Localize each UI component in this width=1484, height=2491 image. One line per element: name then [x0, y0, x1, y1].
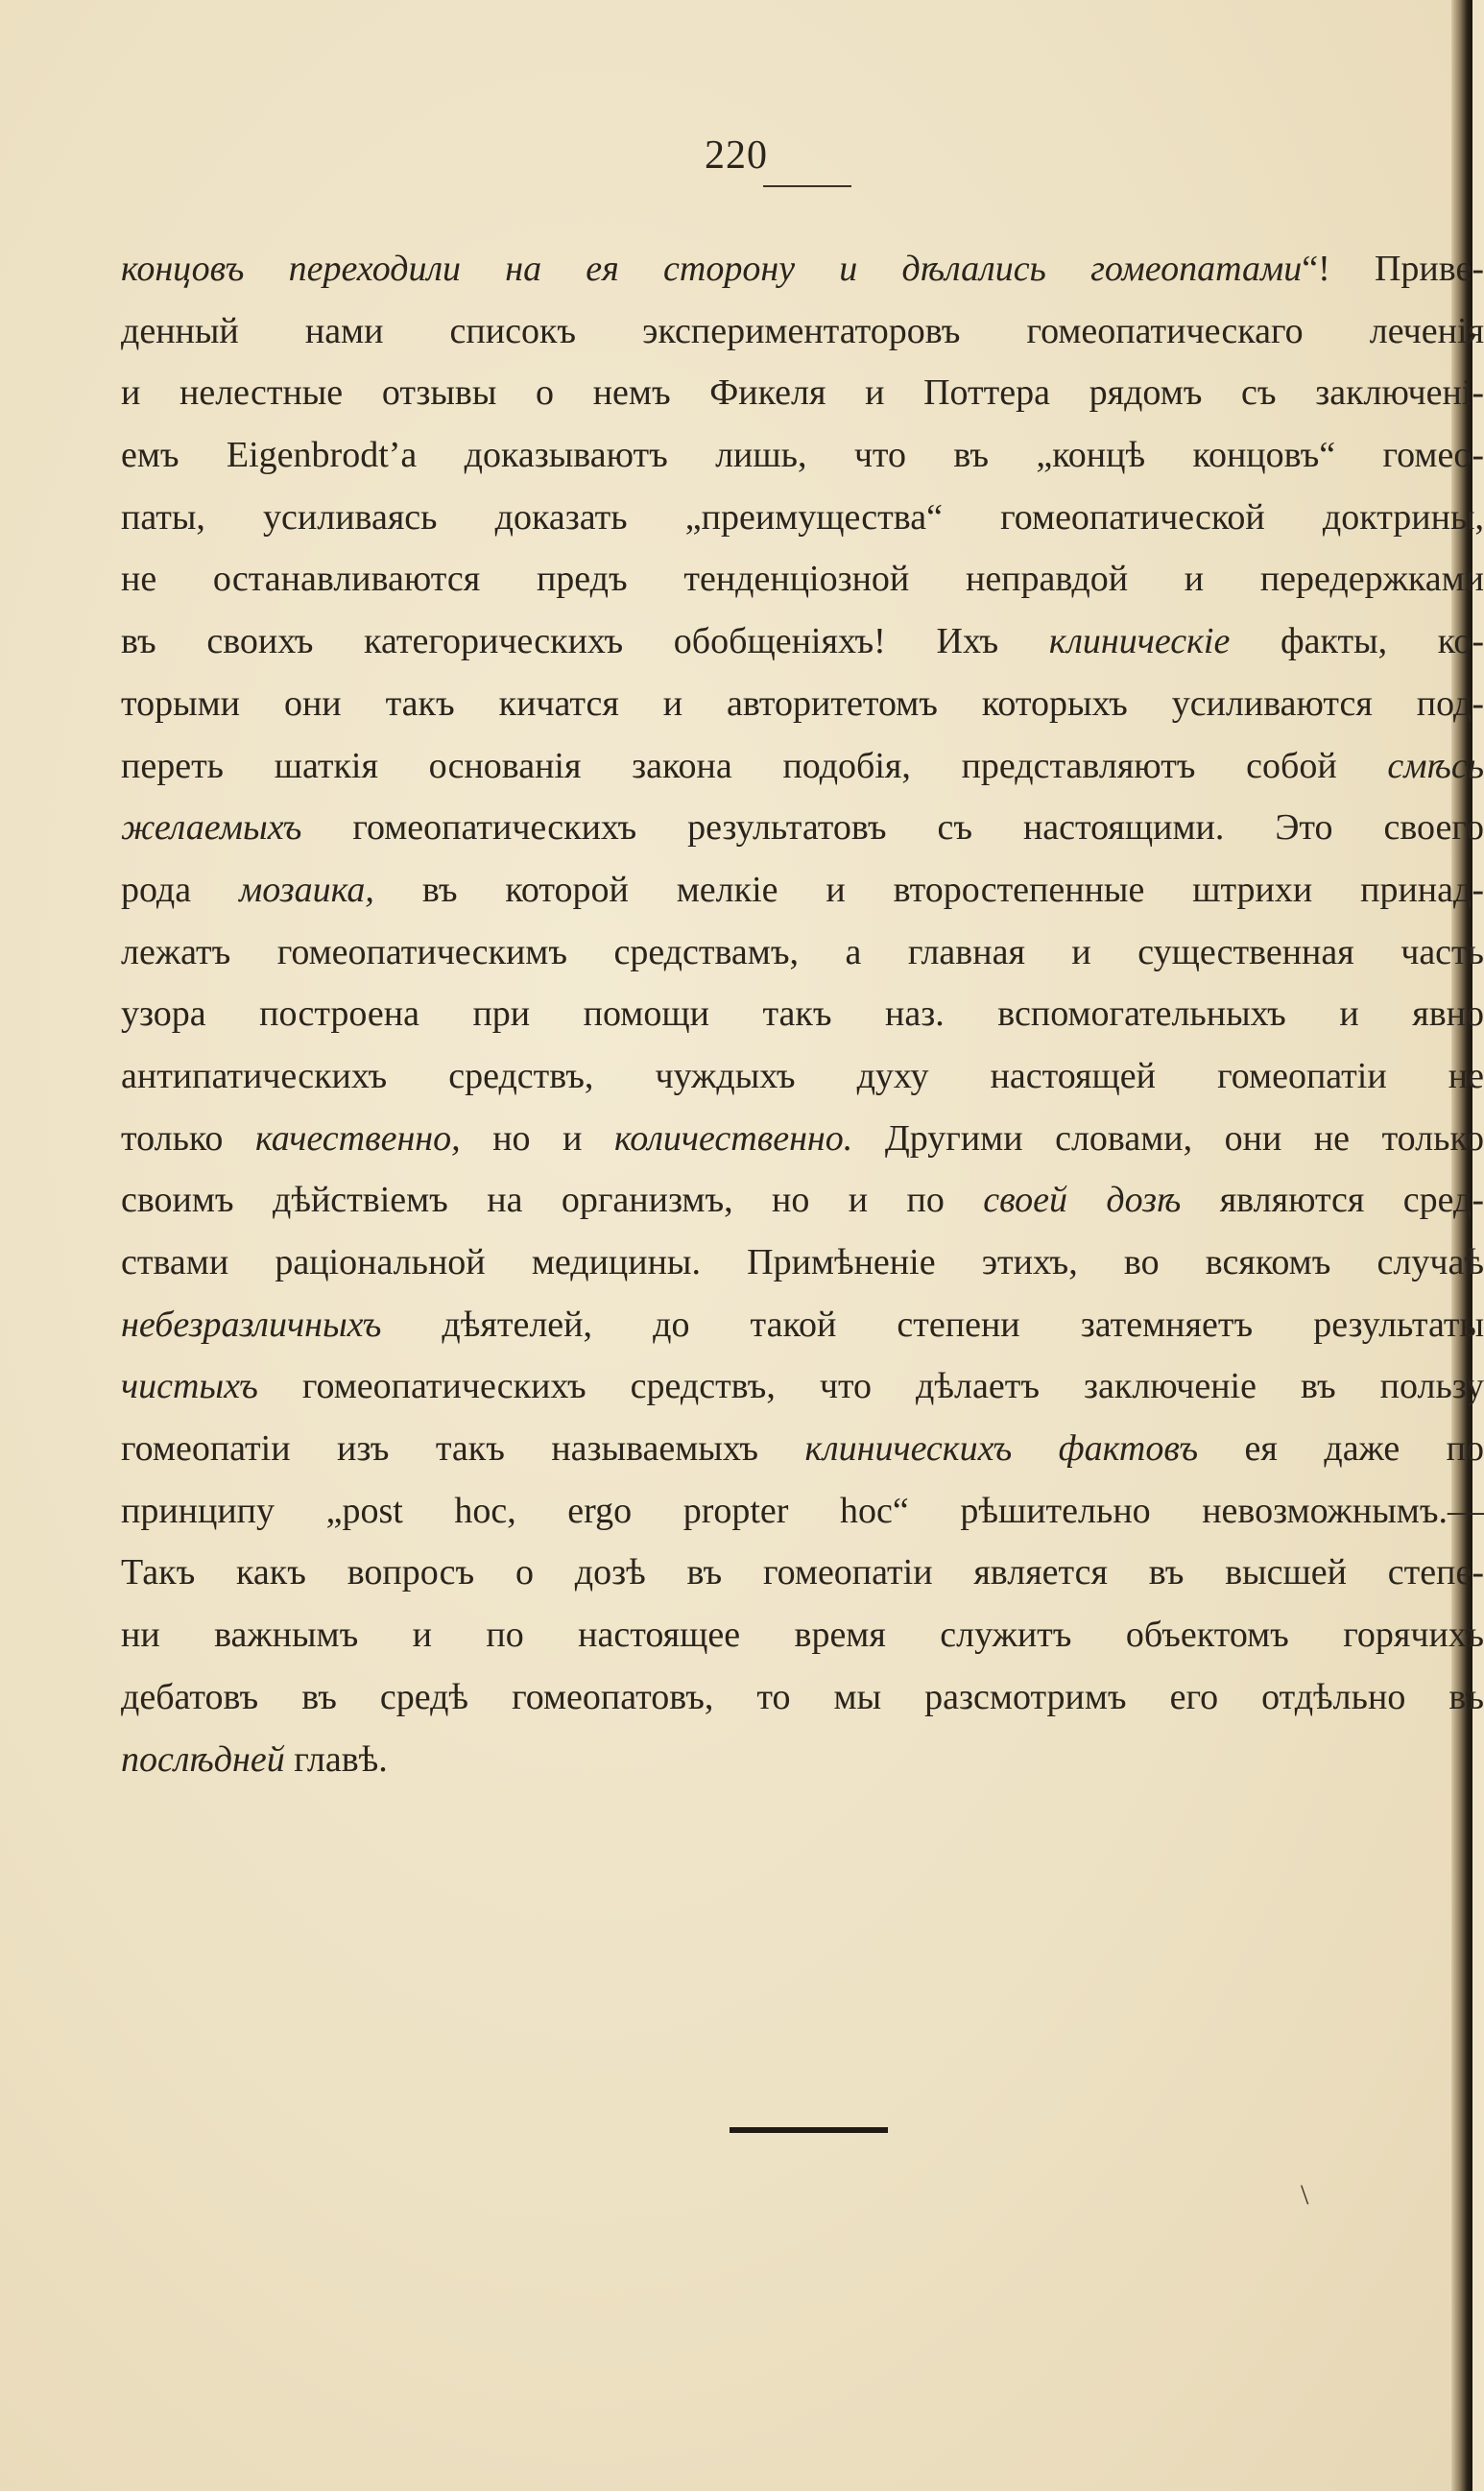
text-segment: только: [121, 1117, 255, 1159]
text-line: [121, 1480, 1484, 1543]
italic-text: чистыхъ: [121, 1366, 258, 1407]
text-line: [121, 548, 1484, 611]
text-segment: гомеопатическихъ результатовъ съ настоящими. Это своего: [301, 807, 1484, 849]
text-line: [121, 1294, 1484, 1356]
text-segment: Другими словами, они не только: [852, 1117, 1484, 1159]
page-number-underline: [763, 185, 851, 187]
italic-text: смѣсь: [1387, 745, 1484, 786]
text-line: [121, 424, 1484, 487]
text-segment: узора построена при помощи такъ наз. вспомогательныхъ и явно: [121, 994, 1484, 1035]
text-line: [121, 673, 1484, 735]
text-segment: не останавливаются предъ тенденціозной неправдой и передержками: [121, 559, 1484, 600]
text-segment: принципу „post hoc, ergo propter hoc“ рѣшительно невозможнымъ.—: [121, 1490, 1484, 1531]
text-line: [121, 1169, 1484, 1232]
text-segment: дебатовъ въ средѣ гомеопатовъ, то мы разсмотримъ его отдѣльно въ: [121, 1676, 1484, 1717]
text-line: [121, 362, 1484, 424]
text-segment: главѣ.: [284, 1738, 388, 1780]
text-segment: но и: [460, 1117, 614, 1159]
italic-text: мозаика,: [239, 869, 374, 910]
text-segment: паты, усиливаясь доказать „преимущества“ гомеопатической доктрины,: [121, 496, 1484, 538]
text-line: [121, 611, 1484, 673]
italic-text: клиническихъ фактовъ: [804, 1428, 1199, 1470]
italic-text: концовъ переходили на ея сторону и дѣлались гомеопатами: [121, 249, 1303, 289]
text-segment: гомеопатическихъ средствъ, что дѣлаетъ заключеніе въ пользу: [257, 1366, 1484, 1407]
text-line: [121, 1045, 1484, 1108]
text-segment: ея даже по: [1198, 1428, 1484, 1470]
text-segment: денный нами списокъ экспериментаторовъ гомеопатическаго леченія: [121, 310, 1484, 351]
text-line: [121, 1604, 1484, 1666]
text-segment: торыми они такъ кичатся и авторитетомъ которыхъ усиливаются под-: [121, 683, 1484, 724]
text-segment: ствами раціональной медицины. Примѣненіе этихъ, во всякомъ случаѣ: [121, 1242, 1484, 1282]
italic-text: небезразличныхъ: [121, 1304, 382, 1345]
italic-text: послѣдней: [121, 1738, 285, 1780]
text-segment: гомеопатіи изъ такъ называемыхъ: [121, 1428, 805, 1470]
text-line: [121, 797, 1484, 859]
text-segment: Такъ какъ вопросъ о дозѣ въ гомеопатіи является въ высшей степе-: [121, 1552, 1484, 1593]
italic-text: количественно.: [613, 1117, 853, 1159]
text-line: [121, 859, 1484, 922]
text-line: [121, 983, 1484, 1045]
text-segment: своимъ дѣйствіемъ на организмъ, но и по: [121, 1180, 984, 1221]
page-number: 220: [705, 133, 768, 178]
text-segment: факты, ко-: [1230, 621, 1484, 662]
end-of-text-rule: [730, 2127, 888, 2133]
text-segment: дѣятелей, до такой степени затемняетъ результаты: [381, 1304, 1484, 1345]
text-segment: въ которой мелкіе и второстепенные штрихи принад-: [373, 869, 1484, 910]
body-text: [121, 238, 1484, 1790]
text-line: [121, 1418, 1484, 1480]
text-segment: лежатъ гомеопатическимъ средствамъ, а главная и существенная часть: [121, 931, 1484, 972]
text-line: [121, 238, 1484, 300]
text-line: [121, 735, 1484, 798]
italic-text: качественно,: [254, 1117, 461, 1159]
text-line: [121, 1108, 1484, 1170]
text-segment: емъ Eigenbrodt’а доказываютъ лишь, что въ „концѣ концовъ“ гомео-: [121, 435, 1484, 476]
text-line: [121, 1232, 1484, 1294]
text-segment: въ своихъ категорическихъ обобщеніяхъ! Ихъ: [121, 621, 1049, 662]
text-segment: и нелестные отзывы о немъ Фикеля и Поттера рядомъ съ заключені-: [121, 372, 1484, 414]
stray-mark: \: [1301, 2179, 1309, 2211]
text-line: [121, 922, 1484, 984]
italic-text: своей дозѣ: [983, 1180, 1182, 1221]
italic-text: желаемыхъ: [121, 807, 302, 849]
text-segment: переть шаткія основанія закона подобія, представляютъ собой: [121, 745, 1388, 786]
text-segment: являются сред-: [1181, 1180, 1484, 1221]
text-line: [121, 1729, 1484, 1791]
text-segment: антипатическихъ средствъ, чуждыхъ духу настоящей гомеопатіи не: [121, 1055, 1484, 1096]
italic-text: клиническіе: [1048, 621, 1231, 662]
text-line: [121, 487, 1484, 549]
text-line: [121, 300, 1484, 363]
text-segment: ни важнымъ и по настоящее время служитъ объектомъ горячихъ: [121, 1615, 1484, 1656]
text-segment: рода: [121, 869, 240, 910]
text-line: [121, 1666, 1484, 1729]
text-line: [121, 1355, 1484, 1418]
text-segment: “! Приве-: [1302, 249, 1484, 289]
text-line: [121, 1542, 1484, 1604]
